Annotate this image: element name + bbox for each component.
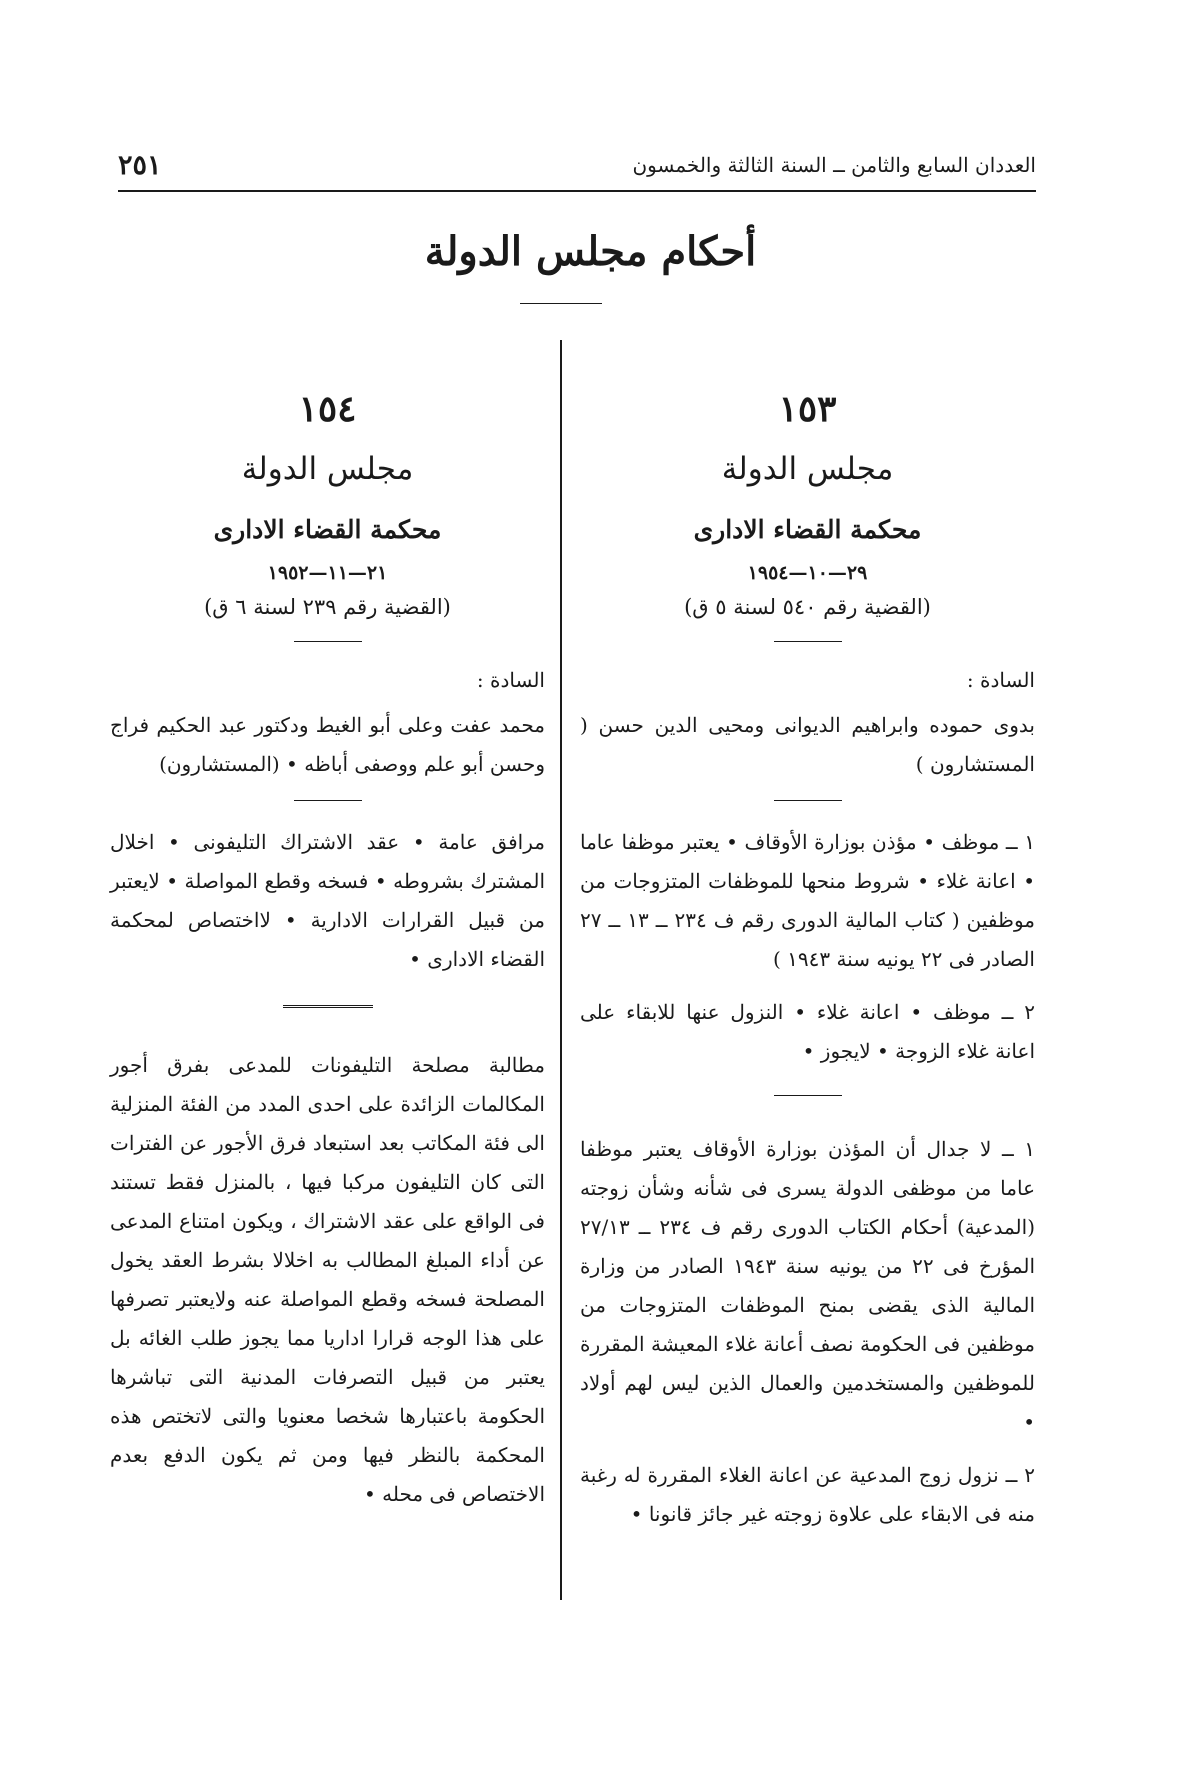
section-divider bbox=[774, 1095, 842, 1096]
case-number: ١٥٣ bbox=[778, 388, 837, 430]
body-paragraph: ١ ــ لا جدال أن المؤذن بوزارة الأوقاف يعتبر موظفا عاما من موظفى الدولة يسرى فى شأنه وشأن زوجته (المدعية) أحكام الكتاب الدورى رقم ف ٢٣٤ ــ ٢٧/١٣ المؤرخ فى ٢٢ من يونيه سنة ١٩٤٣ الصادر من وزارة المالية الذى يقضى بمنح الموظفات المتزوجات من موظفين فى الحكومة نصف أعانة غلاء المعيشة المقررة للموظفين والمستخدمين والعمال الذين ليس لهم أولاد • bbox=[580, 1137, 1036, 1434]
page-number: ٢٥١ bbox=[118, 149, 162, 181]
court-name: مجلس الدولة bbox=[721, 451, 894, 487]
case-number: ١٥٤ bbox=[298, 388, 357, 430]
section-divider bbox=[294, 641, 362, 642]
judges-label: السادة : bbox=[966, 668, 1035, 692]
headnote: ١ ــ موظف • مؤذن بوزارة الأوقاف • يعتبر موظفا عاما • اعانة غلاء • شروط منحها للموظفات المتزوجات من موظفين ( كتاب المالية الدورى رقم ف ٢٣٤ ــ ١٣ ــ ٢٧ الصادر فى ٢٢ يونيه سنة ١٩٤٣ ) bbox=[580, 830, 1036, 971]
headnote: ٢ ــ موظف • اعانة غلاء • النزول عنها للابقاء على اعانة غلاء الزوجة • لايجوز • bbox=[580, 1000, 1035, 1063]
court-division: محكمة القضاء الادارى bbox=[213, 515, 442, 544]
section-divider bbox=[283, 1005, 373, 1008]
body-paragraph: ٢ ــ نزول زوج المدعية عن اعانة الغلاء المقررة له رغبة منه فى الابقاء على علاوة زوجته غير جائز قانونا • bbox=[580, 1463, 1035, 1526]
judgment-date: ٢١—١١—١٩٥٢ bbox=[267, 562, 388, 584]
court-division: محكمة القضاء الادارى bbox=[693, 515, 922, 544]
running-header bbox=[118, 140, 1036, 192]
section-divider bbox=[774, 800, 842, 801]
case-153-column bbox=[580, 385, 1035, 1534]
column-divider bbox=[560, 340, 562, 1600]
case-154-column bbox=[110, 385, 545, 1514]
section-divider bbox=[774, 641, 842, 642]
court-name: مجلس الدولة bbox=[241, 451, 414, 487]
case-reference: (القضية رقم ٢٣٩ لسنة ٦ ق) bbox=[204, 595, 451, 619]
headnote: مرافق عامة • عقد الاشتراك التليفونى • اخلال المشترك بشروطه • فسخه وقطع المواصلة • لايعتبر من قبيل القرارات الادارية • لااختصاص لمحكمة القضاء الادارى • bbox=[110, 830, 545, 971]
page-title: أحكام مجلس الدولة bbox=[424, 228, 757, 275]
judges-list: بدوى حموده وابراهيم الديوانى ومحيى الدين حسن ( المستشارون ) bbox=[580, 713, 1035, 776]
judges-label: السادة : bbox=[476, 668, 545, 692]
case-reference: (القضية رقم ٥٤٠ لسنة ٥ ق) bbox=[684, 595, 931, 619]
judges-list: محمد عفت وعلى أبو الغيط ودكتور عبد الحكيم فراج وحسن أبو علم ووصفى أباظه • (المستشارون) bbox=[110, 713, 545, 776]
running-title: العددان السابع والثامن ــ السنة الثالثة والخمسون bbox=[632, 153, 1036, 177]
judgment-date: ٢٩—١٠—١٩٥٤ bbox=[747, 562, 868, 584]
section-divider bbox=[294, 800, 362, 801]
body-paragraph: مطالبة مصلحة التليفونات للمدعى بفرق أجور المكالمات الزائدة على احدى المدد من الفئة المنزلية الى فئة المكاتب بعد استبعاد فرق الأجور عن الفترات التى كان التليفون مركبا فيها ، بالمنزل فقط تستند فى الواقع على عقد الاشتراك ، ويكون امتناع المدعى عن أداء المبلغ المطالب به اخلالا بشرط العقد يخول المصلحة فسخه وقطع المواصلة عنه ولايعتبر تصرفها على هذا الوجه قرارا اداريا مما يجوز طلب الغائه بل يعتبر من قبيل التصرفات المدنية التى تباشرها الحكومة باعتبارها شخصا معنويا والتى لاتختص هذه المحكمة بالنظر فيها ومن ثم يكون الدفع بعدم الاختصاص فى محله • bbox=[110, 1053, 545, 1506]
title-divider bbox=[520, 303, 602, 304]
